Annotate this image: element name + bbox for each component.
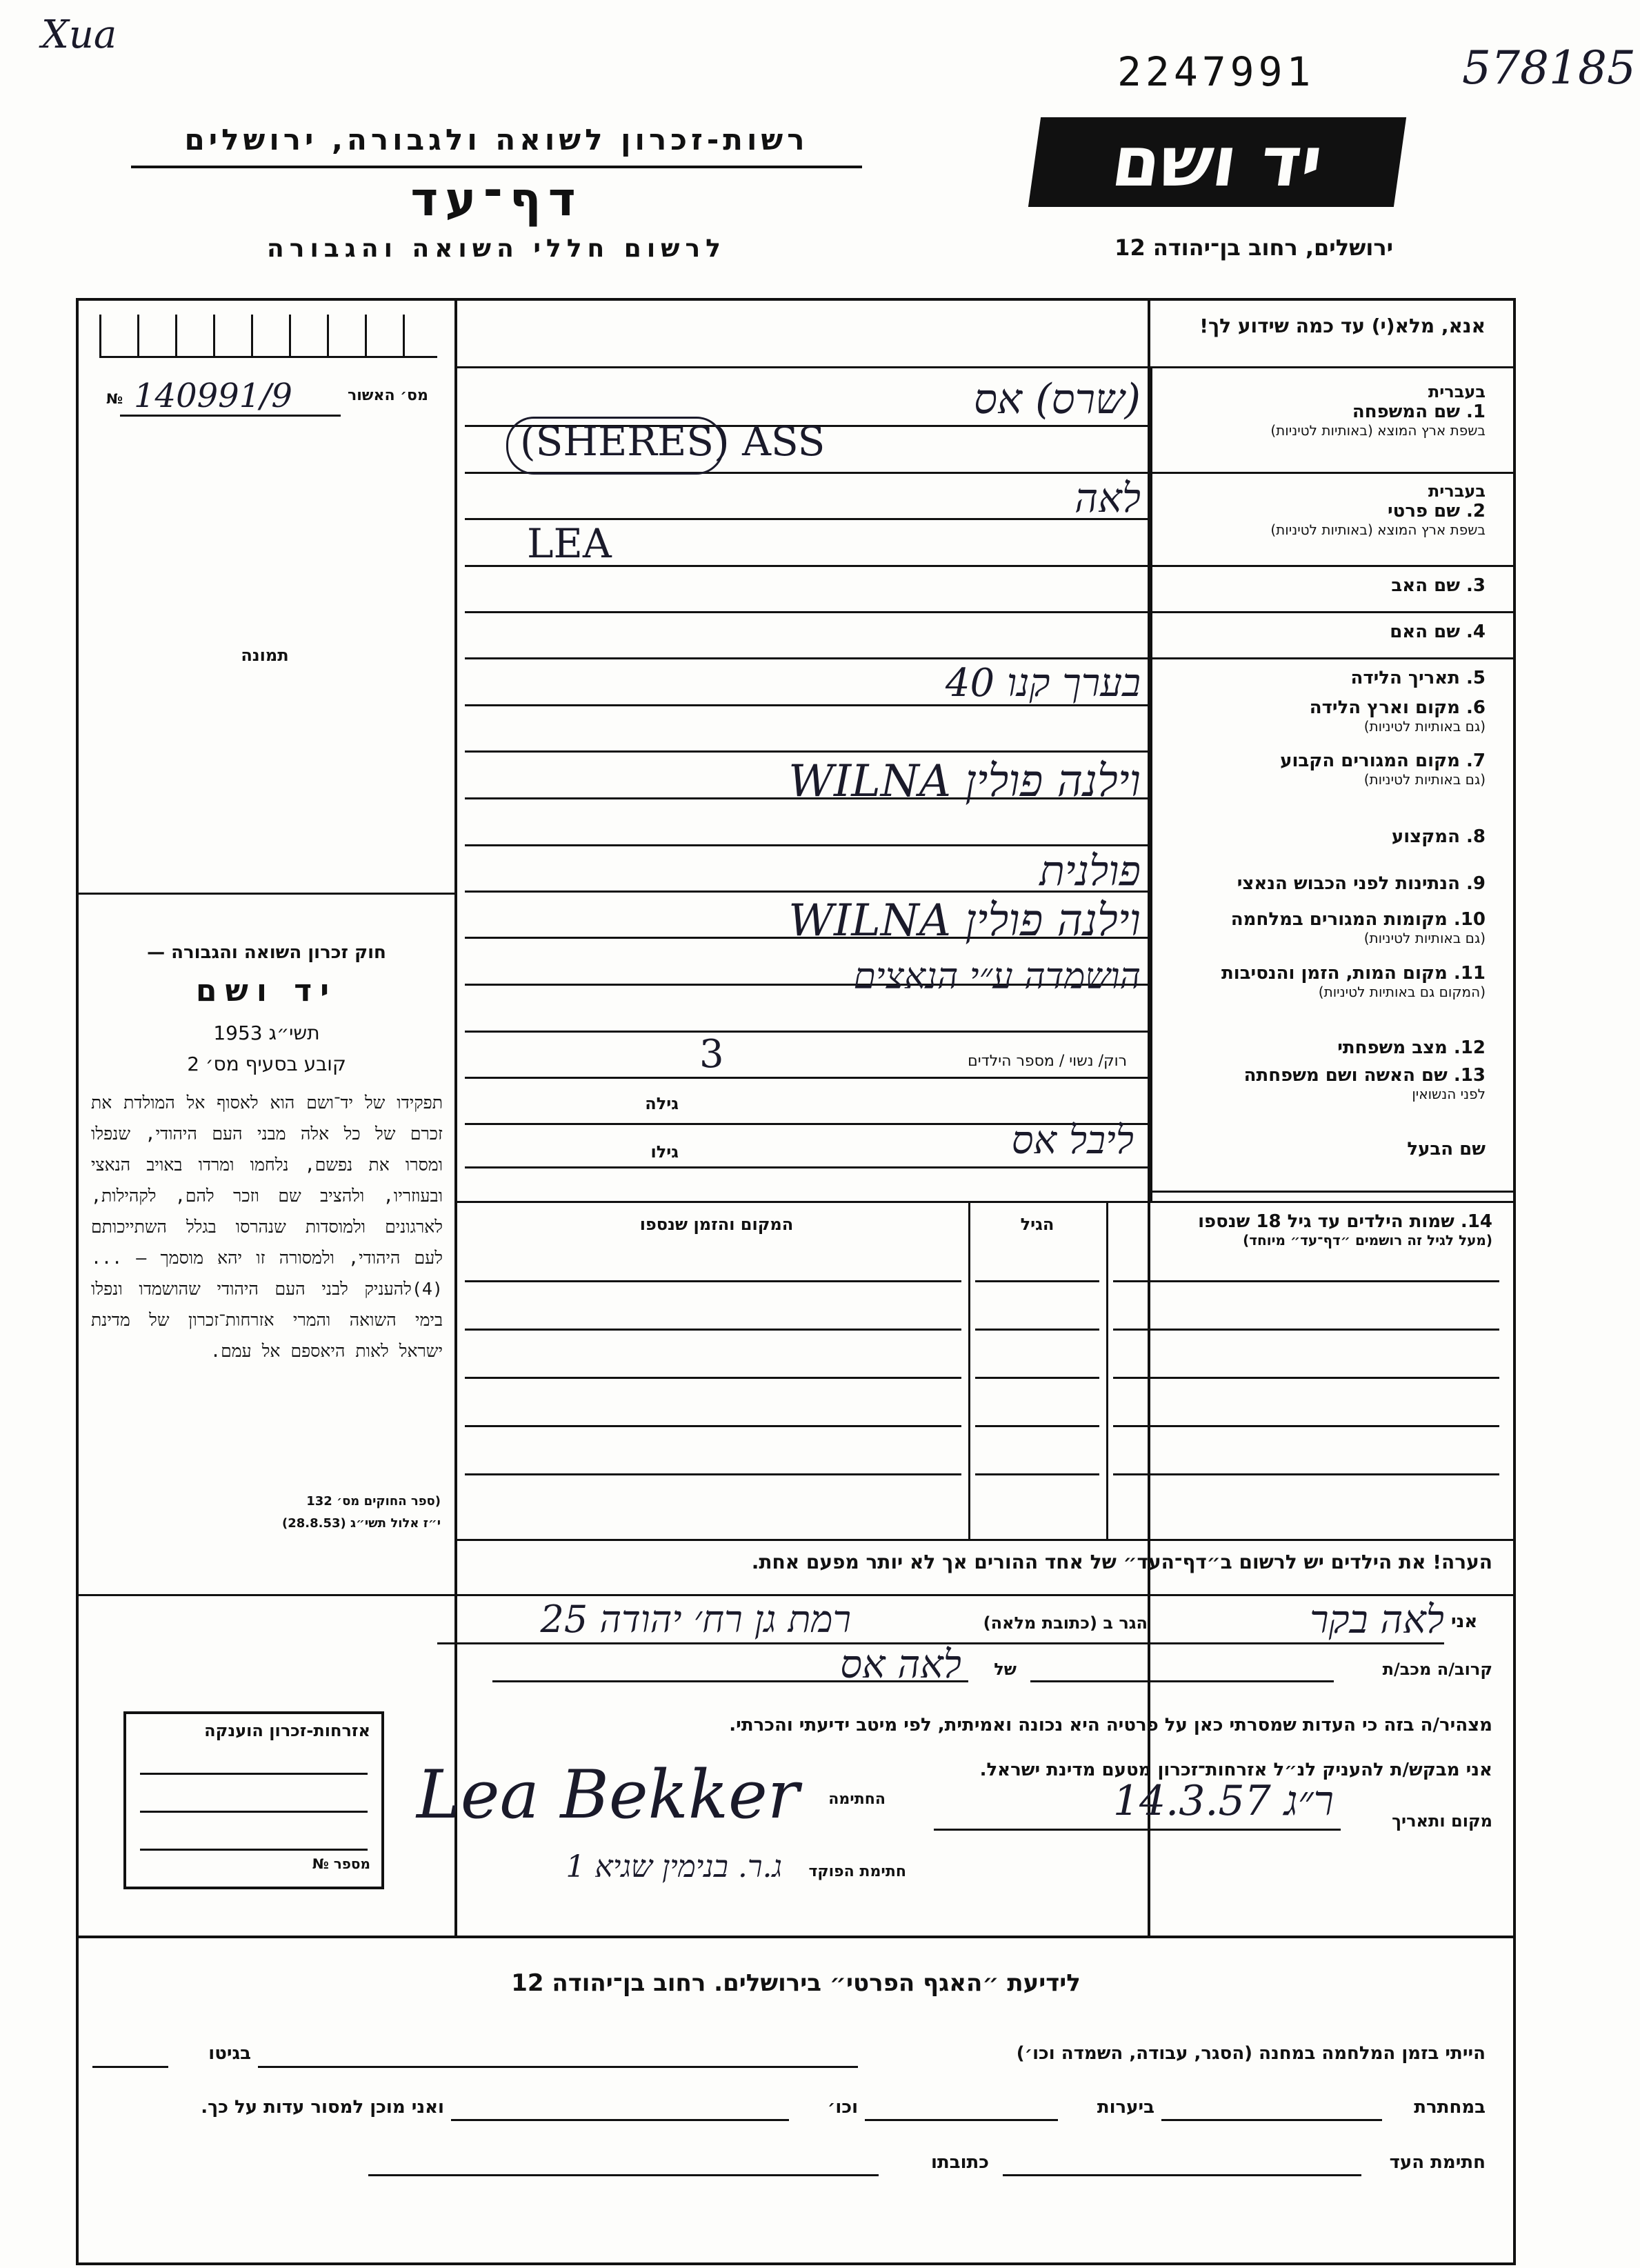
rule xyxy=(1113,1377,1499,1379)
of-label: של xyxy=(994,1660,1017,1679)
confirmation-number: 140991/9 xyxy=(134,377,292,415)
rule xyxy=(975,1473,1099,1475)
rule xyxy=(1148,611,1513,613)
rule xyxy=(492,1680,968,1682)
husband-name[interactable]: ליבל אס xyxy=(1011,1118,1134,1163)
field-5-num: 5. xyxy=(1466,668,1486,688)
rule xyxy=(140,1773,368,1775)
declarant-i-label: אני xyxy=(1451,1611,1478,1632)
field-4-label: שם האם xyxy=(1390,621,1460,642)
field-11 xyxy=(1221,963,1486,1000)
form-instruction: אנא, מלא(י) עד כמה שידוע לך! xyxy=(1199,315,1486,337)
children-header-sub: (מעל לגיל זה רושמים ״דף־עד״ מיוחד) xyxy=(1243,1232,1492,1249)
field-10 xyxy=(1231,909,1486,946)
relative-of[interactable]: לאה אס xyxy=(840,1642,961,1687)
field-3-num: 3. xyxy=(1466,575,1486,596)
rule xyxy=(454,1201,1513,1203)
rule xyxy=(140,1811,368,1813)
children-header xyxy=(1168,1211,1492,1249)
witness-address-label: כתובתו xyxy=(931,2152,989,2173)
rule xyxy=(975,1377,1099,1379)
declarant-address[interactable]: רמת גן רח׳ יהודה 25 xyxy=(540,1598,851,1641)
wartime-place[interactable]: וילנה פולין WILNA xyxy=(788,895,1141,946)
corner-scribble: Xua xyxy=(41,12,117,57)
rule xyxy=(1113,1329,1499,1331)
declarant-resides-label: הגר ב (כתובת מלאה) xyxy=(983,1613,1148,1633)
children-note: הערה! את הילדים יש לרשום ב״דף־העד״ של אחד ההורים אך לא יותר מפעם אחת. xyxy=(751,1551,1492,1573)
testimony-form xyxy=(76,298,1516,1938)
wife-age-label: גילה xyxy=(645,1094,679,1113)
rule xyxy=(465,1473,961,1475)
rule xyxy=(975,1280,1099,1282)
authority-underline xyxy=(131,166,862,168)
field-7-num: 7. xyxy=(1466,750,1486,771)
officer-label: חתימת הפוקד xyxy=(808,1863,906,1880)
witness-title: לידיעת ״האגף הפרטי״ בירושלים. רחוב בן־יהודה 12 xyxy=(511,1969,1081,1997)
law-reference: (ספר החוקים מס׳ 132 xyxy=(306,1494,441,1509)
first-name-hebrew[interactable]: לאה xyxy=(1074,475,1141,521)
instruction-rule xyxy=(454,366,1513,368)
field-9-label: הנתינות לפני הכבוש הנאצי xyxy=(1237,873,1460,894)
authority-name: רשות-זכרון לשואה ולגבורה, ירושלים xyxy=(184,123,809,157)
rule xyxy=(1030,1680,1334,1682)
field-6 xyxy=(1310,697,1486,735)
witness-ghetto-label: בגיטו xyxy=(208,2043,251,2064)
field-2-sub: בשפת ארץ המוצא (באותיות לטיניות) xyxy=(1270,521,1486,538)
witness-etc-label: וכו׳ xyxy=(827,2097,858,2118)
field-12 xyxy=(1337,1037,1486,1058)
field-10-num: 10. xyxy=(1453,909,1486,930)
field-10-label: מקומות המגורים במלחמה xyxy=(1230,909,1448,930)
field-8-num: 8. xyxy=(1466,826,1486,847)
law-text: תפקידו של יד־ושם הוא לאסוף אל המולדת את זכרם של כל אלה מבני העם היהודי, שנפלו ומסרו את נפשם, נלחמו ומרדו באויב הנאצי ובעוזריו, ולהציב שם וזכר להם, לקהילות, לארגונים ולמוסדות שנהרסו בגלל השתייכותם לעם היהודי, ולמסורה זו יהא מוסמך — ...(4)להעניק לבני העם היהודי שהושמדו ונפלו בימי השואה והמרי אזרחות־זכרון של מדינת ישראל לאות היאספם אל עמם. xyxy=(91,1093,443,1361)
field-8 xyxy=(1392,826,1486,847)
declaration-text: מצהיר/ה בזה כי העדות שמסרתי כאן על פרטיה היא נכונה ואמיתית, לפי מיטב ידיעתי והכרתי. xyxy=(729,1715,1492,1735)
citizenship[interactable]: פולנית xyxy=(1039,847,1141,895)
handwritten-number: 578185 xyxy=(1462,41,1636,94)
yad-vashem-logo xyxy=(1028,117,1406,207)
field-11-num: 11. xyxy=(1453,963,1486,984)
rule xyxy=(865,2119,1058,2121)
law-logo-text: יד ושם xyxy=(195,973,338,1008)
labels-column xyxy=(1148,301,1516,1936)
witness-forests-label: ביערות xyxy=(1097,2097,1154,2118)
children-header-title: 14. שמות הילדים עד גיל 18 שנספו xyxy=(1198,1211,1492,1232)
signature[interactable]: Lea Bekker xyxy=(417,1756,799,1833)
rule xyxy=(1106,1201,1108,1539)
left-column xyxy=(79,301,457,1936)
first-name-latin[interactable]: LEA xyxy=(527,520,612,567)
rule xyxy=(1148,657,1513,659)
field-13-label: שם האשה ושם משפחתה xyxy=(1243,1065,1448,1086)
field-6-label: מקום וארץ הלידה xyxy=(1309,697,1460,718)
address: ירושלים, רחוב בן־יהודה 12 xyxy=(1114,235,1393,261)
field-2-tag: בעברית xyxy=(1428,481,1486,501)
rule xyxy=(465,1377,961,1379)
field-5-label: תאריך הלידה xyxy=(1350,668,1460,688)
rule xyxy=(1161,2119,1382,2121)
tick-boxes xyxy=(99,315,437,358)
rule xyxy=(465,750,1148,753)
field-7-sub: (גם באותיות לטיניות) xyxy=(1363,771,1486,788)
rule xyxy=(1148,472,1513,474)
field-8-label: המקצוע xyxy=(1391,826,1460,847)
children-count[interactable]: 3 xyxy=(699,1032,724,1077)
surname-latin-circle xyxy=(506,417,724,475)
field-11-label: מקום המות, הזמן והנסיבות xyxy=(1221,963,1448,984)
confirmation-no-label: № xyxy=(106,390,123,407)
children-col-place: המקום והזמן שנספו xyxy=(639,1215,794,1234)
field-1-sub: בשפת ארץ המוצא (באותיות לטיניות) xyxy=(1270,422,1486,439)
rule xyxy=(934,1829,1341,1831)
witness-line1: הייתי בזמן המלחמה במחנה (הסגר, עבודה, השמדה וכו׳) xyxy=(1016,2043,1486,2064)
birthplace[interactable]: וילנה פולין WILNA xyxy=(788,756,1141,807)
rule xyxy=(968,1201,970,1539)
field-1-tag: בעברית xyxy=(1428,382,1486,401)
photo-label: תמונה xyxy=(241,646,289,665)
field-10-sub: (גם באותיות לטיניות) xyxy=(1363,930,1486,946)
field-4-num: 4. xyxy=(1466,621,1486,642)
field-13-sub: לפני הנשואין xyxy=(1412,1086,1486,1102)
surname-latin[interactable]: (SHERES) ASS xyxy=(520,418,826,465)
rule xyxy=(465,1329,961,1331)
field-2-label: שם פרטי xyxy=(1388,501,1460,521)
death-circumstances[interactable]: הושמדה ע״י הנאצים xyxy=(853,956,1141,997)
document-number: 2247991 xyxy=(1117,48,1315,95)
field-1-num: 1. xyxy=(1466,401,1486,422)
witness-willing-text: ואני מוכן למסור עדות על כך. xyxy=(201,2097,444,2118)
witness-signature-label: חתימת העד xyxy=(1389,2152,1486,2173)
rule xyxy=(975,1425,1099,1427)
field-2 xyxy=(1270,481,1486,538)
rule xyxy=(465,844,1148,846)
field-9-num: 9. xyxy=(1466,873,1486,894)
request-text: אני מבקש/ת להעניק לנ״ל אזרחות־זכרון מטעם מדינת ישראל. xyxy=(979,1760,1492,1780)
place-date-label: מקום ותאריך xyxy=(1392,1811,1492,1831)
rule xyxy=(1113,1425,1499,1427)
stamp-title: אזרחות-זכרון הוענקה xyxy=(204,1721,370,1740)
field-1 xyxy=(1270,382,1486,439)
signature-label: החתימה xyxy=(828,1791,886,1808)
birth-date[interactable]: בערך קנו 40 xyxy=(945,661,1141,706)
field-3-label: שם האב xyxy=(1391,575,1460,596)
rule xyxy=(92,2066,168,2068)
rule xyxy=(1003,2174,1361,2176)
stamp-number-label: מספר № xyxy=(312,1856,370,1872)
field-3 xyxy=(1391,575,1486,596)
witness-underground-label: במחתרת xyxy=(1414,2097,1486,2118)
rule xyxy=(368,2174,879,2176)
rule xyxy=(465,1425,961,1427)
field-1-label: שם המשפחה xyxy=(1352,401,1460,422)
rule xyxy=(1113,1280,1499,1282)
field-9 xyxy=(1237,873,1486,894)
rule xyxy=(465,1280,961,1282)
rule xyxy=(454,1539,1513,1541)
rule xyxy=(465,1166,1148,1168)
citizenship-stamp-box xyxy=(123,1711,384,1889)
photo-box-bottom xyxy=(79,893,454,895)
field-4 xyxy=(1390,621,1486,642)
officer-signature[interactable]: ג.ר. בנימין שגיא 1 xyxy=(566,1849,782,1884)
field-6-sub: (גם באותיות לטיניות) xyxy=(1363,718,1486,735)
field-7 xyxy=(1280,750,1486,788)
husband-label: שם הבעל xyxy=(1407,1139,1486,1160)
rule xyxy=(1148,1191,1513,1193)
field-5 xyxy=(1350,668,1486,688)
rule xyxy=(465,1031,1148,1033)
field-13 xyxy=(1244,1065,1486,1102)
field-13-num: 13. xyxy=(1453,1065,1486,1086)
surname-hebrew[interactable]: (שרס) אס xyxy=(973,375,1141,424)
rule xyxy=(1113,1473,1499,1475)
witness-section xyxy=(76,1931,1516,2265)
form-subtitle: לרשום חללי השואה והגבורה xyxy=(267,235,726,263)
rule xyxy=(465,611,1148,613)
law-logo xyxy=(79,973,454,1008)
marital-prefix: רוק/ נשוי / מספר הילדים xyxy=(968,1053,1127,1070)
rule xyxy=(451,2119,789,2121)
field-11-sub: (המקום גם באותיות לטיניות) xyxy=(1318,984,1486,1000)
logo-text: יד ושם xyxy=(1107,121,1328,202)
rule xyxy=(1148,565,1513,567)
rule xyxy=(465,1077,1148,1079)
field-2-num: 2. xyxy=(1466,501,1486,521)
law-section: קובע בסעיף מס׳ 2 xyxy=(187,1053,346,1075)
rule xyxy=(1150,366,1152,1201)
rule xyxy=(140,1849,368,1851)
confirmation-underline xyxy=(120,415,341,417)
rule xyxy=(975,1329,1099,1331)
rule xyxy=(465,657,1148,659)
declarant-name[interactable]: לאה בקר xyxy=(1310,1598,1444,1642)
rule xyxy=(79,1594,1513,1596)
field-12-label: מצב משפחתי xyxy=(1337,1037,1448,1058)
field-12-num: 12. xyxy=(1453,1037,1486,1058)
husband-age-label: גילו xyxy=(650,1142,679,1162)
field-7-label: מקום המגורים הקבוע xyxy=(1280,750,1460,771)
relative-label: קרוב/ה מכב/ת xyxy=(1382,1660,1492,1679)
law-date: י״ז אלול תשי״ג (28.8.53) xyxy=(282,1516,441,1531)
law-title: חוק זכרון השואה והגבורה — xyxy=(147,942,386,963)
rule xyxy=(258,2066,858,2068)
form-title: דף־עד xyxy=(410,172,583,227)
place-date[interactable]: ר״ג 14.3.57 xyxy=(1112,1777,1334,1825)
field-6-num: 6. xyxy=(1466,697,1486,718)
children-col-age: הגיל xyxy=(1020,1215,1054,1234)
confirmation-label: מס׳ האשור xyxy=(348,387,428,404)
law-year: תשי״ג 1953 xyxy=(213,1022,320,1044)
